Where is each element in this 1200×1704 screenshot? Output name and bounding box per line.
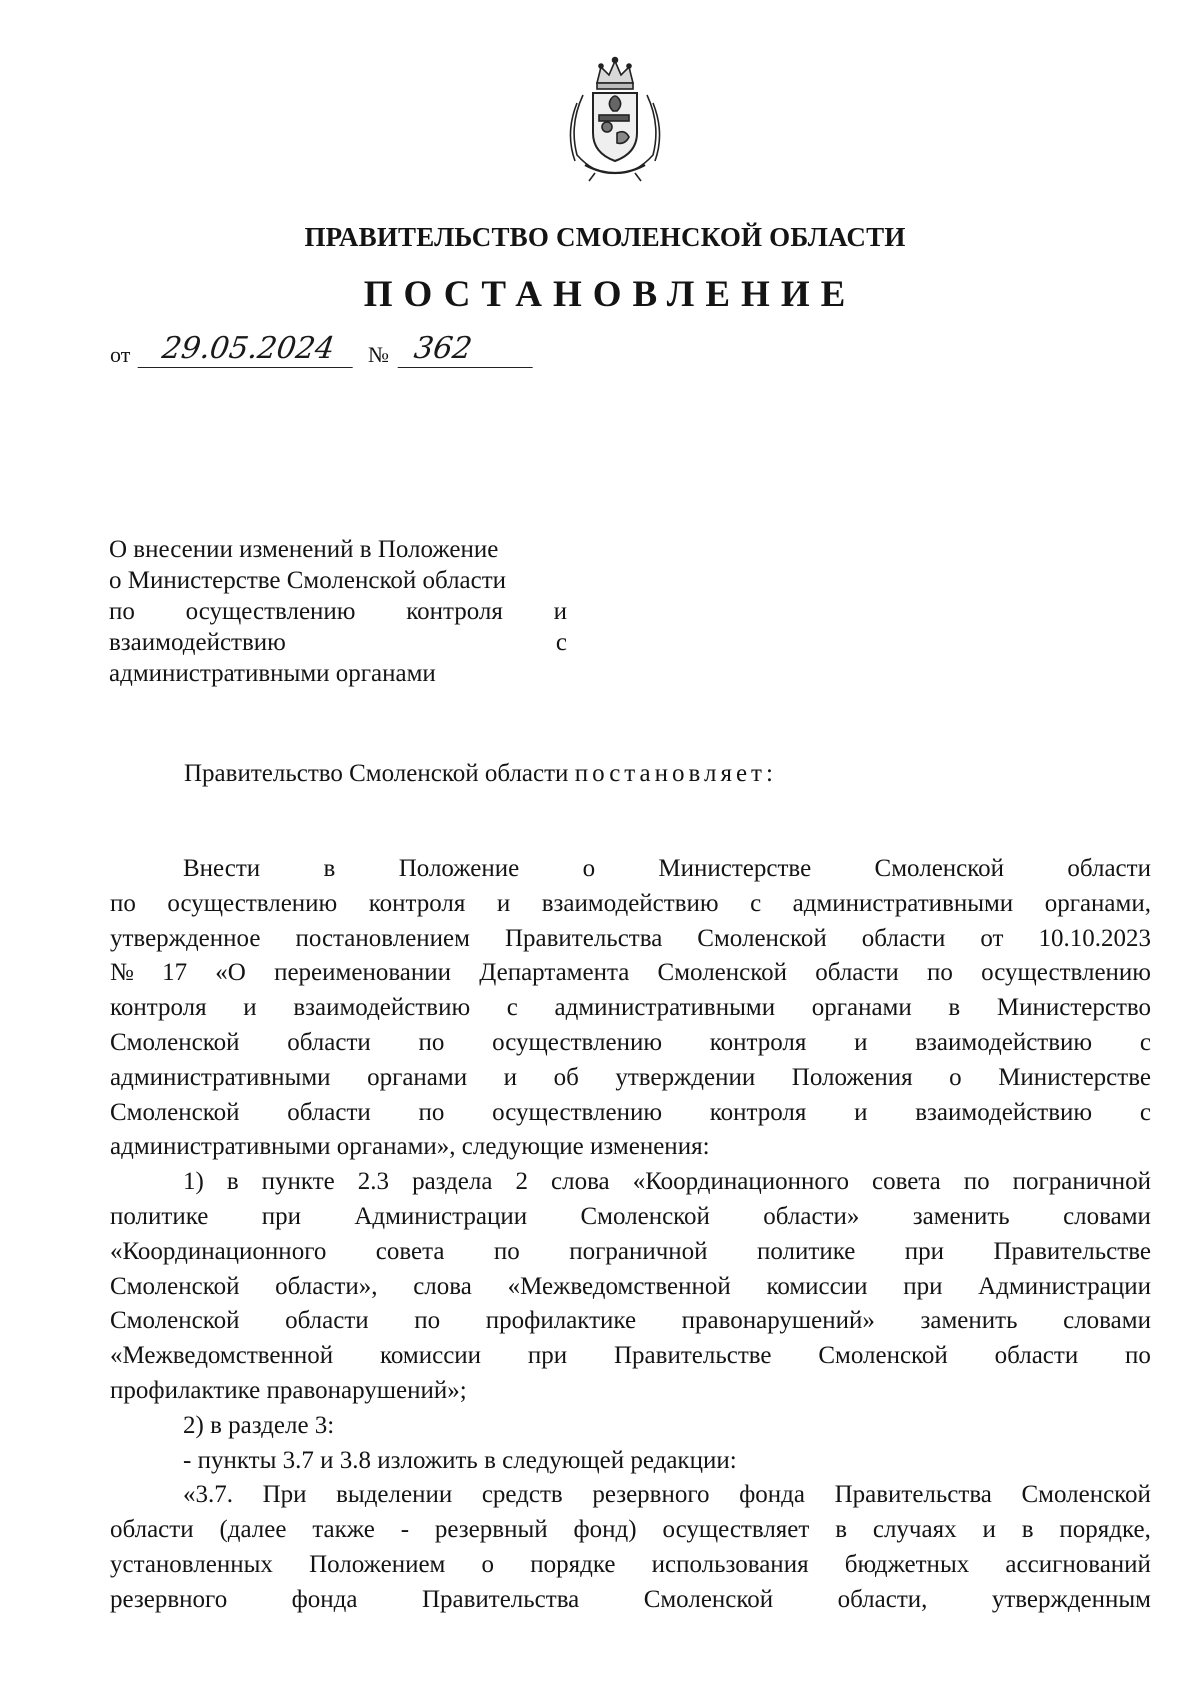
body-line bbox=[110, 1304, 1151, 1339]
subject-word: взаимодействию bbox=[109, 629, 286, 656]
body-word: утверждении bbox=[615, 1063, 756, 1091]
body-word: области bbox=[994, 1342, 1079, 1370]
body-word: Правительства bbox=[504, 924, 663, 952]
body-word: - bbox=[400, 1516, 410, 1544]
body-word: средств bbox=[481, 1481, 563, 1509]
body-word: Министерство bbox=[996, 994, 1151, 1022]
body-line-text: - пункты 3.7 и 3.8 изложить в следующей редакции: bbox=[183, 1446, 737, 1474]
body-word: пункте bbox=[261, 1168, 335, 1196]
body-line bbox=[110, 887, 1151, 922]
body-word: Министерстве bbox=[658, 855, 812, 882]
body-word: взаимодействию bbox=[915, 1098, 1093, 1126]
body-word: Смоленской bbox=[874, 855, 1005, 882]
body-word: области bbox=[861, 924, 946, 952]
body-word: ассигнований bbox=[1005, 1550, 1151, 1578]
body-word: политике bbox=[756, 1237, 856, 1265]
body-word: с bbox=[750, 889, 762, 917]
body-word: Правительстве bbox=[613, 1342, 772, 1370]
body-word: административными bbox=[110, 1063, 331, 1091]
body-word: взаимодействию bbox=[915, 1028, 1093, 1056]
body-line-text: 2) в разделе 3: bbox=[183, 1411, 335, 1439]
number-field: 362 bbox=[398, 334, 538, 368]
body-word: в bbox=[323, 855, 336, 882]
body-word: переименовании bbox=[274, 959, 452, 987]
resolve-prefix: Правительство Смоленской области bbox=[184, 760, 569, 787]
body-word: по bbox=[418, 1098, 445, 1126]
subject-word: осуществлению bbox=[185, 598, 356, 625]
body-word: при bbox=[903, 1272, 943, 1300]
body-word: Смоленской bbox=[643, 1585, 774, 1613]
body-word: осуществлению bbox=[492, 1028, 663, 1056]
body-line bbox=[110, 1513, 1151, 1548]
body-word: 17 bbox=[162, 959, 188, 987]
body-word: по bbox=[493, 1237, 520, 1265]
body-line bbox=[110, 1583, 1151, 1618]
subject-line bbox=[109, 534, 567, 565]
body-word: с bbox=[1139, 1028, 1151, 1056]
body-word: правонарушений» bbox=[681, 1307, 875, 1335]
date-field: 29.05.2024 bbox=[138, 334, 358, 368]
coat-of-arms-icon bbox=[555, 55, 675, 185]
body-line bbox=[110, 1061, 1151, 1096]
body-word: осуществлению bbox=[167, 889, 338, 917]
body-word: профилактике bbox=[485, 1307, 637, 1335]
body-word: фонда bbox=[291, 1585, 358, 1613]
body-word: № bbox=[110, 959, 134, 987]
body-word: совета bbox=[872, 1168, 941, 1196]
subject-line bbox=[109, 658, 567, 689]
body-word: случаях bbox=[872, 1516, 957, 1544]
number-label: № bbox=[368, 342, 389, 367]
body-word: также bbox=[312, 1516, 375, 1544]
body-word: в bbox=[948, 994, 961, 1022]
body-line bbox=[110, 1409, 1151, 1444]
subject-word: о Министерстве Смоленской области bbox=[109, 567, 507, 594]
body-word: выделении bbox=[336, 1481, 453, 1509]
body-word: контроля bbox=[709, 1028, 807, 1056]
body-word: контроля bbox=[368, 889, 466, 917]
body-word: Смоленской bbox=[110, 1272, 240, 1300]
body-word: Смоленской bbox=[110, 1028, 240, 1056]
body-word: «Координационного bbox=[110, 1237, 327, 1265]
body-word: 2.3 bbox=[357, 1168, 390, 1196]
body-word: утвержденным bbox=[991, 1585, 1151, 1613]
body-word: фонда bbox=[739, 1481, 805, 1509]
body-word: осуществляет bbox=[662, 1516, 810, 1544]
body-word: и bbox=[243, 994, 257, 1022]
body-word: утвержденное bbox=[110, 924, 261, 952]
body-word: осуществлению bbox=[981, 959, 1151, 987]
government-name: ПРАВИТЕЛЬСТВО СМОЛЕНСКОЙ ОБЛАСТИ bbox=[304, 222, 906, 252]
body-word: Правительства bbox=[421, 1585, 580, 1613]
document-subject bbox=[109, 534, 567, 689]
body-word: области, bbox=[837, 1585, 928, 1613]
resolve-clause bbox=[184, 760, 777, 788]
body-line bbox=[110, 1165, 1151, 1200]
body-word: Смоленской bbox=[657, 959, 787, 987]
body-word: слова bbox=[413, 1272, 472, 1300]
body-word: Министерстве bbox=[998, 1063, 1151, 1091]
body-word: Администрации bbox=[354, 1202, 528, 1230]
body-word: и bbox=[854, 1098, 868, 1126]
body-word: в bbox=[1021, 1516, 1034, 1544]
body-line bbox=[110, 852, 1151, 887]
body-word: совета bbox=[375, 1237, 445, 1265]
body-word: «Координационного bbox=[632, 1168, 850, 1196]
body-word: (далее bbox=[219, 1516, 287, 1544]
body-line bbox=[110, 1130, 1151, 1165]
body-word: при bbox=[904, 1237, 945, 1265]
document-body bbox=[110, 852, 1151, 1618]
body-line bbox=[110, 1096, 1151, 1131]
body-word: и bbox=[503, 1063, 518, 1091]
subject-line bbox=[109, 565, 567, 596]
body-word: Внести bbox=[183, 855, 261, 882]
body-line bbox=[110, 1026, 1151, 1061]
body-word: Смоленской bbox=[1021, 1481, 1151, 1509]
body-word: области bbox=[110, 1516, 194, 1544]
resolve-verb: постановляет: bbox=[574, 760, 777, 787]
body-word: области bbox=[815, 959, 899, 987]
body-word: области», bbox=[275, 1272, 378, 1300]
body-word: словами bbox=[1063, 1202, 1151, 1230]
body-word: раздела bbox=[412, 1168, 493, 1196]
body-word: порядке, bbox=[1059, 1516, 1151, 1544]
body-word: пограничной bbox=[569, 1237, 708, 1265]
body-word: 10.10.2023 bbox=[1038, 924, 1151, 952]
body-word: «О bbox=[215, 959, 246, 987]
body-word: «Межведомственной bbox=[507, 1272, 731, 1300]
body-word: комиссии bbox=[380, 1342, 482, 1370]
body-word: и bbox=[982, 1516, 996, 1544]
body-word: в bbox=[226, 1168, 239, 1196]
body-word: по bbox=[414, 1307, 441, 1335]
body-word: административными bbox=[554, 994, 776, 1022]
body-word: области bbox=[287, 1098, 371, 1126]
body-word: органами bbox=[811, 994, 912, 1022]
subject-line bbox=[109, 596, 567, 627]
body-word: резервного bbox=[110, 1585, 228, 1613]
body-word: «3.7. bbox=[183, 1481, 233, 1509]
body-word: Департамента bbox=[479, 959, 630, 987]
body-word: по bbox=[1125, 1342, 1151, 1370]
body-word: Смоленской bbox=[110, 1098, 240, 1126]
body-word: области bbox=[285, 1307, 369, 1335]
body-word: политике bbox=[110, 1202, 209, 1230]
body-word: с bbox=[1139, 1098, 1151, 1126]
document-type-title: ПОСТАНОВЛЕНИЕ bbox=[363, 274, 857, 315]
body-word: Смоленской bbox=[818, 1342, 948, 1370]
body-word: осуществлению bbox=[492, 1098, 663, 1126]
body-line-text: профилактике правонарушений»; bbox=[110, 1376, 467, 1404]
body-word: пограничной bbox=[1012, 1168, 1151, 1196]
body-word: бюджетных bbox=[844, 1550, 970, 1578]
body-word: о bbox=[481, 1550, 495, 1578]
body-line bbox=[110, 1548, 1151, 1583]
body-word: органами, bbox=[1044, 889, 1151, 917]
date-label: от bbox=[110, 342, 131, 367]
body-word: при bbox=[527, 1342, 568, 1370]
body-word: резервного bbox=[592, 1481, 710, 1509]
body-word: контроля bbox=[709, 1098, 807, 1126]
body-word: Положения bbox=[791, 1063, 913, 1091]
subject-word: по bbox=[109, 598, 135, 625]
body-word: по bbox=[927, 959, 953, 987]
body-word: административными bbox=[792, 889, 1014, 917]
body-line bbox=[110, 956, 1151, 991]
body-line bbox=[110, 1444, 1151, 1479]
body-word: Правительства bbox=[834, 1481, 992, 1509]
body-word: 1) bbox=[183, 1168, 204, 1196]
body-word: Администрации bbox=[978, 1272, 1151, 1300]
body-word: При bbox=[262, 1481, 307, 1509]
body-line bbox=[110, 1235, 1151, 1270]
body-word: по bbox=[110, 889, 136, 917]
body-word: словами bbox=[1063, 1307, 1151, 1335]
subject-word: административными органами bbox=[109, 660, 436, 687]
body-word: о bbox=[582, 855, 596, 882]
body-line bbox=[110, 991, 1151, 1026]
body-word: взаимодействию bbox=[293, 994, 471, 1022]
body-word: и bbox=[854, 1028, 868, 1056]
body-word: резервный bbox=[434, 1516, 548, 1544]
body-word: от bbox=[980, 924, 1004, 952]
body-word: комиссии bbox=[766, 1272, 868, 1300]
body-word: с bbox=[506, 994, 518, 1022]
subject-word: с bbox=[555, 629, 567, 656]
body-word: области» bbox=[763, 1202, 860, 1230]
body-word: фонд) bbox=[573, 1516, 637, 1544]
body-word: установленных bbox=[110, 1550, 273, 1578]
body-line bbox=[110, 1200, 1151, 1235]
body-line bbox=[110, 922, 1151, 957]
body-word: о bbox=[949, 1063, 962, 1091]
body-line bbox=[110, 1270, 1151, 1305]
body-word: 2 bbox=[515, 1168, 528, 1196]
body-word: контроля bbox=[110, 994, 207, 1022]
body-word: при bbox=[261, 1202, 301, 1230]
body-word: Смоленской bbox=[580, 1202, 710, 1230]
subject-word: О внесении изменений в Положение bbox=[109, 536, 499, 563]
body-word: постановлением bbox=[295, 924, 470, 952]
body-word: по bbox=[963, 1168, 990, 1196]
body-word: области bbox=[287, 1028, 371, 1056]
body-line bbox=[110, 1339, 1151, 1374]
body-word: органами bbox=[367, 1063, 468, 1091]
body-word: Положение bbox=[398, 855, 520, 882]
body-word: заменить bbox=[912, 1202, 1010, 1230]
body-word: слова bbox=[551, 1168, 610, 1196]
body-word: заменить bbox=[920, 1307, 1018, 1335]
body-line-text: административными органами», следующие изменения: bbox=[110, 1133, 710, 1161]
subject-word: и bbox=[553, 598, 567, 625]
body-word: Смоленской bbox=[697, 924, 827, 952]
body-word: «Межведомственной bbox=[110, 1342, 334, 1370]
body-word: порядке bbox=[530, 1550, 616, 1578]
body-word: Правительстве bbox=[993, 1237, 1151, 1265]
body-word: об bbox=[553, 1063, 579, 1091]
body-word: в bbox=[835, 1516, 847, 1544]
body-word: взаимодействию bbox=[541, 889, 719, 917]
subject-line bbox=[109, 627, 567, 658]
body-word: по bbox=[418, 1028, 445, 1056]
body-word: и bbox=[496, 889, 511, 917]
body-line bbox=[110, 1478, 1151, 1513]
body-word: области bbox=[1067, 855, 1151, 882]
body-word: Смоленской bbox=[110, 1307, 240, 1335]
body-line bbox=[110, 1374, 1151, 1409]
body-word: Положением bbox=[309, 1550, 446, 1578]
body-word: использования bbox=[651, 1550, 809, 1578]
subject-word: контроля bbox=[406, 598, 503, 625]
